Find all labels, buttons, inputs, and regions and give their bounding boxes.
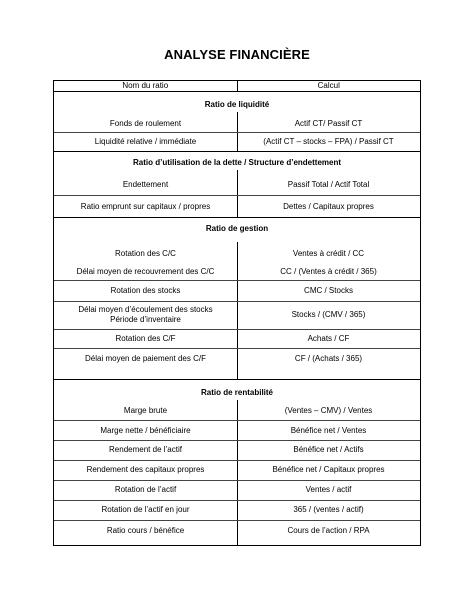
ratio-calc: Cours de l’action / RPA <box>287 526 370 535</box>
ratio-calc: Stocks / (CMV / 365) <box>291 310 366 319</box>
table-header <box>54 81 420 92</box>
section-title: Ratio de gestion <box>205 224 269 233</box>
ratio-name: Marge brute <box>123 406 168 415</box>
ratio-name: Rotation des C/C <box>115 249 176 258</box>
header-name-column: Nom du ratio <box>54 81 238 91</box>
section-gestion <box>54 217 420 379</box>
ratio-calc: Dettes / Capitaux propres <box>283 202 374 211</box>
ratio-name: Rotation de l’actif <box>114 485 177 494</box>
ratio-calc: (Ventes – CMV) / Ventes <box>284 406 373 415</box>
ratio-table <box>53 80 421 546</box>
section-title: Ratio d’utilisation de la dette / Structure d’endettement <box>132 158 342 167</box>
ratio-calc: Actif CT/ Passif CT <box>294 119 363 128</box>
ratio-name: Rotation des C/F <box>115 334 176 343</box>
section-rentabilite <box>54 379 420 545</box>
ratio-name-line2: Période d’inventaire <box>110 315 181 324</box>
ratio-calc: 365 / (ventes / actif) <box>293 505 364 514</box>
table-row <box>54 464 420 476</box>
ratio-calc: Ventes à crédit / CC <box>292 249 365 258</box>
ratio-calc: Ventes / actif <box>305 485 352 494</box>
ratio-name: Délai moyen de recouvrement des C/C <box>76 267 215 276</box>
ratio-calc: Passif Total / Actif Total <box>287 180 370 189</box>
ratio-name: Endettement <box>122 180 169 189</box>
page-title: ANALYSE FINANCIÈRE <box>164 47 310 62</box>
ratio-calc: Achats / CF <box>307 334 350 343</box>
ratio-calc: Bénéfice net / Capitaux propres <box>272 465 385 474</box>
section-liquidite <box>54 92 420 151</box>
table-row <box>54 333 420 345</box>
ratio-calc: Bénéfice net / Ventes <box>290 426 367 435</box>
table-row <box>54 504 420 516</box>
ratio-calc: (Actif CT – stocks – FPA) / Passif CT <box>263 137 394 146</box>
ratio-name: Délai moyen de paiement des C/F <box>85 354 206 363</box>
ratio-name: Ratio cours / bénéfice <box>106 526 185 535</box>
section-title: Ratio de liquidité <box>204 100 270 109</box>
table-row <box>54 266 420 278</box>
table-row <box>54 484 420 496</box>
section-endettement <box>54 151 420 217</box>
table-row <box>54 179 420 191</box>
table-row <box>54 405 420 417</box>
table-row <box>54 285 420 297</box>
table-row <box>54 425 420 437</box>
ratio-name-line1: Délai moyen d’écoulement des stocks <box>78 305 213 314</box>
ratio-name: Fonds de roulement <box>109 119 182 128</box>
table-row <box>54 136 420 148</box>
ratio-name <box>54 305 237 325</box>
ratio-calc: CF / (Achats / 365) <box>294 354 363 363</box>
ratio-calc: Bénéfice net / Actifs <box>293 445 364 454</box>
table-row <box>54 248 420 260</box>
ratio-name: Rendement des capitaux propres <box>86 465 205 474</box>
ratio-name: Rotation de l’actif en jour <box>101 505 190 514</box>
ratio-name: Marge nette / bénéficiaire <box>100 426 191 435</box>
table-row <box>54 525 420 537</box>
table-row <box>54 444 420 456</box>
section-title: Ratio de rentabilité <box>200 388 273 397</box>
header-calc-column: Calcul <box>317 81 340 90</box>
ratio-name: Rendement de l’actif <box>109 445 182 454</box>
ratio-name: Rotation des stocks <box>110 286 181 295</box>
table-row <box>54 118 420 130</box>
table-row <box>54 201 420 213</box>
ratio-calc: CMC / Stocks <box>304 286 353 295</box>
table-row <box>54 304 420 326</box>
table-row <box>54 353 420 365</box>
ratio-calc: CC / (Ventes à crédit / 365) <box>280 267 377 276</box>
ratio-name: Ratio emprunt sur capitaux / propres <box>80 202 211 211</box>
ratio-name: Liquidité relative / immédiate <box>94 137 197 146</box>
